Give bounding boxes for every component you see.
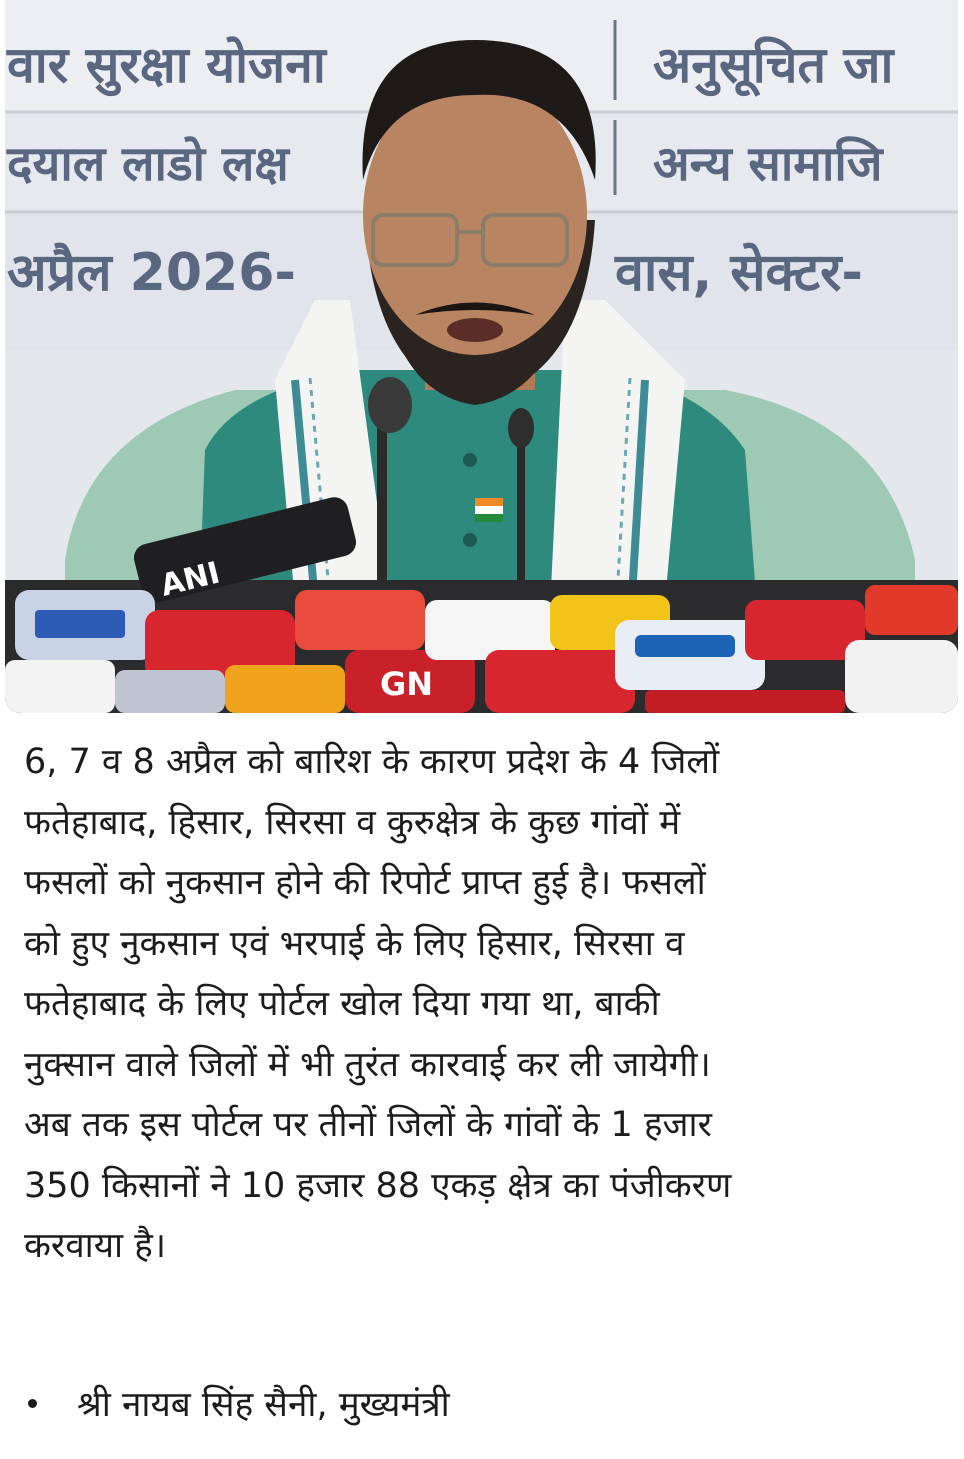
banner-text: अनुसूचित जा <box>653 36 894 94</box>
press-conference-photo[interactable] <box>5 0 958 713</box>
post-text-line: 6, 7 व 8 अप्रैल को बारिश के कारण प्रदेश के 4 जिलों <box>24 742 720 782</box>
post-text-line: फतेहाबाद के लिए पोर्टल खोल दिया गया था, बाकी <box>24 984 660 1024</box>
banner-text: वार सुरक्षा योजना <box>7 36 326 94</box>
post-text-line: फसलों को नुकसान होने की रिपोर्ट प्राप्त हुई है। फसलों <box>24 863 706 903</box>
post-text <box>24 732 949 1277</box>
mic-label: GN <box>380 665 434 703</box>
post-text-line: अब तक इस पोर्टल पर तीनों जिलों के गांवों के 1 हजार <box>24 1105 712 1145</box>
bullet-icon <box>28 1399 37 1408</box>
post-text-line: करवाया है। <box>24 1226 167 1266</box>
attribution-text: श्री नायब सिंह सैनी, मुख्यमंत्री <box>77 1384 450 1425</box>
post-text-line: को हुए नुकसान एवं भरपाई के लिए हिसार, सिरसा व <box>24 923 685 964</box>
banner-text: अप्रैल 2026- <box>7 243 296 303</box>
post-text-line: 350 किसानों ने 10 हजार 88 एकड़ क्षेत्र का पंजीकरण <box>24 1165 732 1206</box>
banner-text: वास, सेक्टर- <box>615 243 863 303</box>
banner-text: अन्य सामाजि <box>653 136 883 192</box>
attribution <box>28 1373 450 1433</box>
mic-label: ANI <box>157 555 224 604</box>
banner-text: दयाल लाडो लक्ष <box>7 136 289 192</box>
post-text-line: फतेहाबाद, हिसार, सिरसा व कुरुक्षेत्र के कुछ गांवों में <box>24 802 681 843</box>
post-text-line: नुक्सान वाले जिलों में भी तुरंत कारवाई कर ली जायेगी। <box>24 1044 711 1085</box>
